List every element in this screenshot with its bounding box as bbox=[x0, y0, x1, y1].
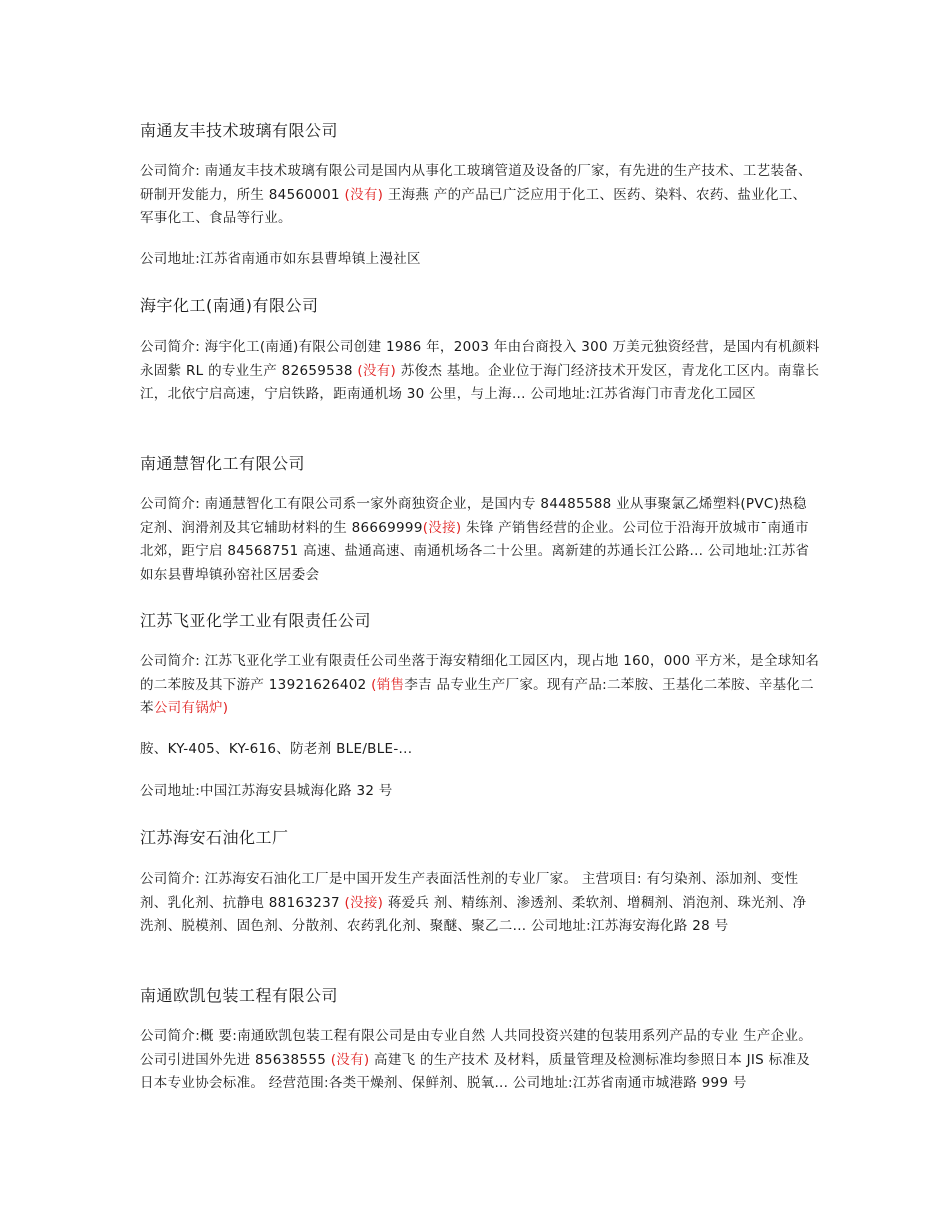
intro-text: 公司简介: 南通慧智化工有限公司系一家外商独资企业，是国内专 84485588 业从事聚氯乙烯塑料(PVC)热稳定剂、润滑剂及其它辅助材料的生 86669999 bbox=[140, 496, 807, 536]
company-title: 江苏海安石油化工厂 bbox=[140, 828, 289, 847]
company-title: 南通慧智化工有限公司 bbox=[140, 454, 306, 473]
company-address: 公司地址:江苏省南通市如东县曹埠镇上漫社区 bbox=[140, 251, 421, 267]
company-intro bbox=[140, 336, 820, 407]
company-title: 南通欧凯包装工程有限公司 bbox=[140, 986, 339, 1005]
company-address: 公司地址:中国江苏海安县城海化路 32 号 bbox=[140, 783, 393, 799]
company-intro bbox=[140, 868, 820, 939]
intro-text: 高建飞 的生产技术 及材料，质量管理及检测标准均参照日本 JIS 标准及日本专业协会标准。 经营范围:各类干燥剂、保鲜剂、脱氧... 公司地址:江苏省南通市城港路 999 号 bbox=[140, 1051, 811, 1091]
intro-text: 公司简介: 南通友丰技术玻璃有限公司是国内从事化工玻璃管道及设备的厂家，有先进的生产技术、工艺装备、研制开发能力，所生 84560001 bbox=[140, 163, 812, 203]
intro-note: (销售 bbox=[371, 676, 405, 693]
intro-text: 朱锋 产销售经营的企业。公司位于沿海开放城市¯南通市北郊，距宁启 84568751 高速、盐通高速、南通机场各二十公里。离新建的苏通长江公路... 公司地址:江苏省如东县曹埠镇孙窑社区居委会 bbox=[140, 519, 810, 583]
company-title: 江苏飞亚化学工业有限责任公司 bbox=[140, 611, 372, 630]
intro-text: 公司简介:概 要:南通欧凯包装工程有限公司是由专业自然 人共同投资兴建的包装用系列产品的专业 生产企业。公司引进国外先进 85638555 bbox=[140, 1028, 813, 1068]
intro-text: 公司简介: 江苏飞亚化学工业有限责任公司坐落于海安精细化工园区内，现占地 160，000 平方米，是全球知名的二苯胺及其下游产 13921626402 bbox=[140, 653, 820, 693]
company-title: 海宇化工(南通)有限公司 bbox=[140, 296, 319, 315]
intro-note: 公司有锅炉) bbox=[153, 700, 229, 716]
intro-note: (没有) bbox=[330, 1051, 370, 1068]
intro-note: (没接) bbox=[344, 894, 384, 911]
intro-text: 苏俊杰 基地。企业位于海门经济技术开发区，青龙化工区内。南靠长江，北依宁启高速，宁启铁路，距南通机场 30 公里，与上海... 公司地址:江苏省海门市青龙化工园区 bbox=[140, 362, 820, 402]
company-intro-extra: 胺、KY-405、KY-616、防老剂 BLE/BLE-... bbox=[140, 741, 413, 757]
company-title: 南通友丰技术玻璃有限公司 bbox=[140, 121, 339, 140]
company-intro bbox=[140, 160, 820, 231]
intro-text: 王海燕 产的产品已广泛应用于化工、医药、染料、农药、盐业化工、军事化工、食品等行业。 bbox=[140, 186, 807, 226]
intro-note: (没有) bbox=[344, 186, 384, 203]
intro-note: (没有) bbox=[357, 362, 397, 379]
intro-text: 蒋爱兵 剂、精练剂、渗透剂、柔软剂、增稠剂、消泡剂、珠光剂、净洗剂、脱模剂、固色剂、分散剂、农药乳化剂、聚醚、聚乙二... 公司地址:江苏海安海化路 28 号 bbox=[140, 894, 807, 934]
intro-text: 公司简介: 海宇化工(南通)有限公司创建 1986 年，2003 年由台商投入 300 万美元独资经营，是国内有机颜料永固紫 RL 的专业生产 82659538 bbox=[140, 339, 820, 379]
company-intro bbox=[140, 650, 820, 721]
intro-note: (没接) bbox=[422, 519, 462, 536]
intro-text: 公司简介: 江苏海安石油化工厂是中国开发生产表面活性剂的专业厂家。 主营项目: 有匀染剂、添加剂、变性剂、乳化剂、抗静电 88163237 bbox=[140, 871, 799, 911]
company-intro bbox=[140, 1025, 820, 1096]
company-intro bbox=[140, 493, 820, 587]
intro-text: 李吉 品专业生产厂家。现有产品:二苯胺、王基化二苯胺、辛基化二苯 bbox=[140, 676, 814, 716]
